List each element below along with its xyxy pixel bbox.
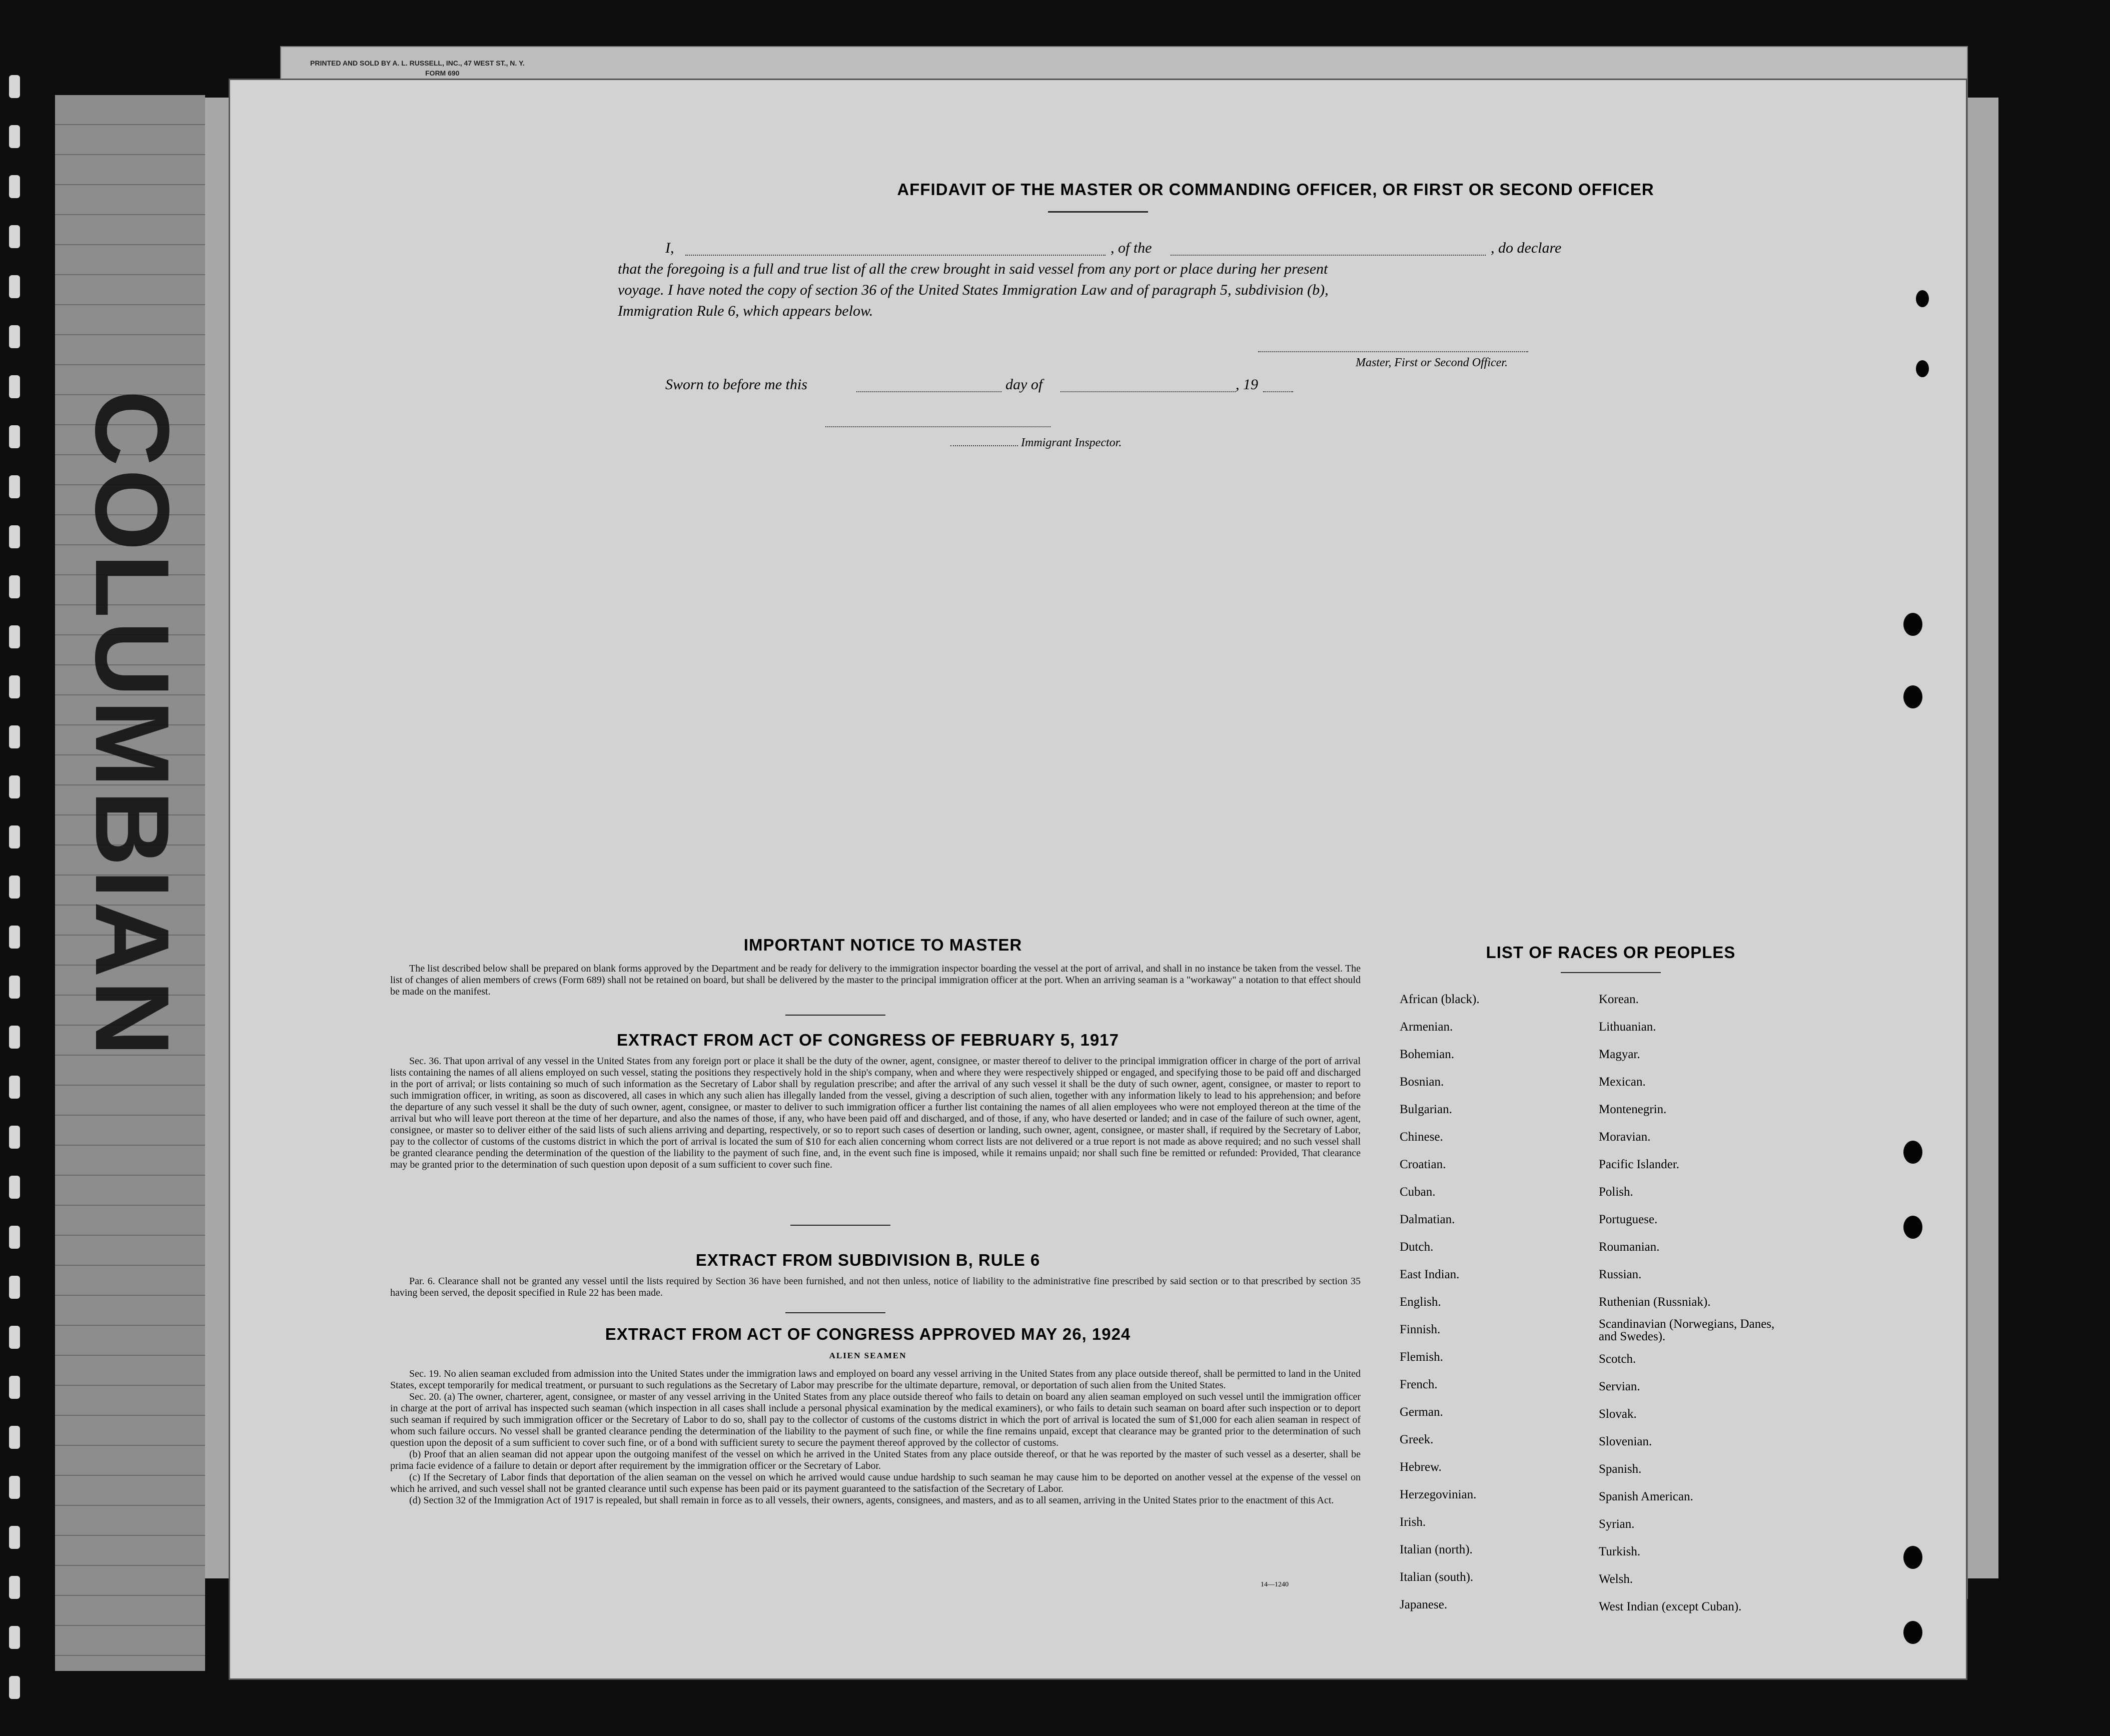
perforation-hole: [9, 525, 20, 548]
perforation-hole: [9, 475, 20, 498]
race-entry: Irish.: [1400, 1515, 1426, 1529]
race-entry: Ruthenian (Russniak).: [1599, 1295, 1711, 1309]
perforation-hole: [9, 1076, 20, 1099]
race-entry: East Indian.: [1400, 1268, 1460, 1281]
extract-1917-paragraph: Sec. 36. That upon arrival of any vessel in the United States from any foreign port or place it shall be the duty of the owner, agent, consignee, or master thereof to deliver to the principal immigration officer in charge of the port of arrival lists containing the names of all aliens employed on such vessel, stating the positions they respectively hold in the ship's company, when and where they were respectively shipped or engaged, and specifying those to be paid off and discharged in the port of arrival; or lists containing so much of such information as the Secretary of Labor shall by regulation prescribe; and after the arrival of any such vessel it shall be the duty of such owner, agent, consignee, or master to report to such immigration officer, in writing, as soon as discovered, all cases in which any such alien has illegally landed from the vessel, giving a description of such alien, together with any information likely to lead to his apprehension; and before the departure of any such vessel it shall be the duty of such owner, agent, consignee, or master to deliver to such immigration officer a further list containing the names of all alien employees who were not employed thereon at the time of the arrival but who will leave port thereon at the time of her departure, and also the names of those, if any, who have been paid off and discharged, and of those, if any, who have deserted or landed; and in case of the failure of such owner, agent, consignee, or master so to deliver either of the said lists of such aliens arriving and departing, respectively, or so to report such cases of desertion or landing, such owner, agent, consignee, or master shall, if required by the Secretary of Labor, pay to the collector of customs of the customs district in which the port of arrival is located the sum of $10 for each alien concerning whom correct lists are not delivered or a true report is not made as above required; and no such vessel shall be granted clearance pending the determination of the question of the liability to the payment of such fine, and, in the event such fine is imposed, while it remains unpaid; nor shall such fine be remitted or refunded: Provided, That clearance may be granted prior to the determination of such question upon deposit of a sum sufficient to cover such fine.: [390, 1056, 1361, 1170]
perforation-hole: [9, 75, 20, 98]
race-entry: Slovenian.: [1599, 1435, 1652, 1448]
perforation-hole: [9, 1376, 20, 1399]
inspector-signature-label: Immigrant Inspector.: [1021, 436, 1122, 449]
sec-20a-paragraph: Sec. 20. (a) The owner, charterer, agent, consignee, or master of any vessel arriving in the United States from any place outside thereof who fails to detain on board any alien seaman employed on such vessel until the immigration officer in charge at the port of arrival has inspected such seaman (which inspection in all cases shall include a personal physical examination by the medical examiners), or who fails to detain such seaman on board after such inspection or to deport such seaman if required by such immigration officer or the Secretary of Labor to do so, shall pay to the collector of customs of the customs district in which the port of arrival is located the sum of $1,000 for each alien seaman in respect of whom such failure occurs. No vessel shall be granted clearance pending the determination of the liability to the payment of such fine, or while the fine remains unpaid, except that clearance may be granted prior to the determination of such question upon the deposit of a sum sufficient to cover such fine, or of a bond with sufficient surety to secure the payment thereof approved by the collector of customs.: [390, 1391, 1361, 1448]
sworn-day-blank: [856, 374, 1001, 392]
sworn-year-blank: [1263, 374, 1293, 392]
race-entry: Chinese.: [1400, 1130, 1443, 1144]
extract-rule6-body: [390, 1276, 1361, 1299]
perforation-hole: [9, 1576, 20, 1599]
master-signature-line: [1258, 350, 1528, 352]
extract-1924-subtitle: ALIEN SEAMEN: [829, 1351, 907, 1360]
notice-title: IMPORTANT NOTICE TO MASTER: [743, 936, 1022, 954]
perforation-hole: [9, 175, 20, 198]
perforation-hole: [9, 675, 20, 698]
race-entry: Greek.: [1400, 1433, 1434, 1446]
notice-paragraph: The list described below shall be prepared on blank forms approved by the Department and be ready for delivery to the immigration inspector boarding the vessel at the port of arrival, and shall in no instance be taken from the vessel. The list of changes of alien members of crews (Form 689) shall not be retained on board, but shall be delivered by the master to the principal immigration officer at the port. When an arriving seaman is a "workaway" a notation to that effect should be made on the manifest.: [390, 963, 1361, 997]
race-entry: Montenegrin.: [1599, 1103, 1667, 1116]
perforation-hole: [9, 976, 20, 999]
perforation-hole: [9, 225, 20, 248]
affidavit-i: I,: [665, 240, 674, 256]
race-entry: Herzegovinian.: [1400, 1488, 1477, 1501]
race-entry: German.: [1400, 1405, 1443, 1419]
race-entry: Servian.: [1599, 1380, 1640, 1393]
affidavit-line3: voyage. I have noted the copy of section 36 of the United States Immigration Law and of paragraph 5, subdivision (b),: [618, 282, 1329, 298]
race-entry: English.: [1400, 1295, 1441, 1309]
binding-hole: [1916, 290, 1929, 307]
perforation-hole: [9, 575, 20, 598]
race-entry: African (black).: [1400, 993, 1480, 1006]
race-entry: Portuguese.: [1599, 1213, 1658, 1226]
perforation-hole: [9, 1226, 20, 1249]
race-entry: Japanese.: [1400, 1598, 1448, 1611]
left-edge-stamp: COLUMBIAN: [74, 390, 191, 1060]
race-entry: Korean.: [1599, 993, 1639, 1006]
race-entry: Roumanian.: [1599, 1240, 1660, 1254]
race-entry: Scandinavian (Norwegians, Danes, and Swedes).: [1599, 1317, 1775, 1343]
sworn-year: , 19: [1236, 376, 1258, 393]
form-code: 14—1240: [1261, 1581, 1289, 1588]
extract-1924-title: EXTRACT FROM ACT OF CONGRESS APPROVED MAY 26, 1924: [605, 1325, 1131, 1343]
races-rule: [1561, 972, 1661, 973]
perforation-hole: [9, 1276, 20, 1299]
race-entry: Dutch.: [1400, 1240, 1434, 1254]
races-column-2: [1599, 986, 1779, 1620]
sec-19-paragraph: Sec. 19. No alien seaman excluded from admission into the United States under the immigration laws and employed on board any vessel arriving in the United States from any place outside thereof, shall be permitted to land in the United States, except temporarily for medical treatment, or pursuant to such regulations as the Secretary of Labor may prescribe for the ultimate departure, removal, or deportation of such alien from the United States.: [390, 1368, 1361, 1391]
race-entry: Finnish.: [1400, 1323, 1441, 1336]
race-entry: Scotch.: [1599, 1352, 1636, 1366]
binding-hole: [1903, 1621, 1922, 1644]
race-entry: Russian.: [1599, 1268, 1642, 1281]
perforation-hole: [9, 825, 20, 848]
sworn-day-of: day of: [1005, 376, 1043, 393]
binding-hole: [1903, 1546, 1922, 1569]
affidavit-of-the: , of the: [1111, 240, 1152, 256]
perforation-hole: [9, 125, 20, 148]
race-entry: Italian (south).: [1400, 1570, 1474, 1584]
perforation-hole: [9, 775, 20, 798]
perforation-hole: [9, 1126, 20, 1149]
affidavit-line2: that the foregoing is a full and true list of all the crew brought in said vessel from any port or place during her present: [618, 261, 1328, 277]
race-entry: Polish.: [1599, 1185, 1633, 1199]
extract-1917-title: EXTRACT FROM ACT OF CONGRESS OF FEBRUARY 5, 1917: [617, 1031, 1119, 1049]
perforation-hole: [9, 1526, 20, 1549]
perforation-hole: [9, 725, 20, 748]
sec-20d-paragraph: (d) Section 32 of the Immigration Act of 1917 is repealed, but shall remain in force as to all vessels, their owners, agents, consignees, and masters, and as to all seamen, arriving in the United States prior to the enactment of this Act.: [409, 1495, 1334, 1506]
race-entry: Bulgarian.: [1400, 1103, 1452, 1116]
perforation-hole: [9, 275, 20, 298]
binding-hole: [1903, 613, 1922, 636]
race-entry: Bosnian.: [1400, 1075, 1444, 1089]
perforation-hole: [9, 425, 20, 448]
race-entry: Turkish.: [1599, 1545, 1641, 1558]
extract-1917-rule: [790, 1225, 890, 1226]
race-entry: Bohemian.: [1400, 1048, 1455, 1061]
race-entry: Spanish.: [1599, 1462, 1642, 1476]
race-entry: Croatian.: [1400, 1158, 1446, 1171]
perforation-hole: [9, 1426, 20, 1449]
document-sheet: [230, 80, 1966, 1678]
race-entry: Italian (north).: [1400, 1543, 1473, 1556]
race-entry: Spanish American.: [1599, 1490, 1693, 1503]
extract-1917-body: [390, 1056, 1361, 1171]
perforation-hole: [9, 375, 20, 398]
perforation-hole: [9, 625, 20, 648]
affidavit-title: AFFIDAVIT OF THE MASTER OR COMMANDING OFFICER, OR FIRST OR SECOND OFFICER: [897, 180, 1654, 199]
notice-body: [390, 963, 1361, 998]
races-title: LIST OF RACES OR PEOPLES: [1486, 943, 1736, 962]
perforation-hole: [9, 325, 20, 348]
form-line: FORM 690: [425, 69, 460, 77]
sec-20c-paragraph: (c) If the Secretary of Labor finds that deportation of the alien seaman on the vessel on which he arrived would cause undue hardship to such seaman he may cause him to be deported on another vessel at the expense of the vessel on which he arrived, and such vessel shall not be granted clearance until such expense has been paid or its payment guaranteed to the satisfaction of the Secretary of Labor.: [390, 1472, 1361, 1494]
inspector-signature-row: [950, 436, 1122, 450]
binding-hole: [1916, 360, 1929, 377]
inspector-signature-line: [825, 425, 1050, 427]
perforation-hole: [9, 1476, 20, 1499]
inspector-blank: [950, 436, 1018, 446]
extract-1924-body: [390, 1368, 1361, 1506]
sworn-prefix: Sworn to before me this: [665, 376, 807, 393]
printer-line: PRINTED AND SOLD BY A. L. RUSSELL, INC., 47 WEST ST., N. Y.: [310, 59, 525, 67]
vessel-blank: [1171, 238, 1486, 256]
race-entry: Armenian.: [1400, 1020, 1453, 1034]
binding-hole: [1903, 1216, 1922, 1239]
name-blank: [685, 238, 1106, 256]
extract-rule6-title: EXTRACT FROM SUBDIVISION B, RULE 6: [695, 1251, 1040, 1269]
race-entry: Mexican.: [1599, 1075, 1646, 1089]
perforation-hole: [9, 1676, 20, 1699]
binding-hole: [1903, 1141, 1922, 1164]
race-entry: Magyar.: [1599, 1048, 1640, 1061]
race-entry: Flemish.: [1400, 1350, 1443, 1364]
title-rule: [1048, 211, 1148, 213]
sworn-month-blank: [1061, 374, 1236, 392]
race-entry: Lithuanian.: [1599, 1020, 1656, 1034]
perforation-hole: [9, 1026, 20, 1049]
affidavit-declare: , do declare: [1491, 240, 1562, 256]
perforation-hole: [9, 1176, 20, 1199]
race-entry: Slovak.: [1599, 1407, 1637, 1421]
master-signature-label: Master, First or Second Officer.: [1356, 356, 1508, 369]
affidavit-line4: Immigration Rule 6, which appears below.: [618, 303, 873, 319]
race-entry: French.: [1400, 1378, 1438, 1391]
race-entry: Welsh.: [1599, 1572, 1633, 1586]
race-entry: Hebrew.: [1400, 1460, 1442, 1474]
perforation-hole: [9, 1326, 20, 1349]
perforation-hole: [9, 876, 20, 899]
race-entry: Moravian.: [1599, 1130, 1651, 1144]
notice-rule: [785, 1015, 885, 1016]
extract-rule6-rule: [785, 1312, 885, 1313]
sec-20b-paragraph: (b) Proof that an alien seaman did not appear upon the outgoing manifest of the vessel on which he arrived in the United States from any place outside thereof, or that he was reported by the master of such vessel as a deserter, shall be prima facie evidence of a failure to detain or deport after requirement by the immigration officer or the Secretary of Labor.: [390, 1449, 1361, 1471]
perforation-hole: [9, 1626, 20, 1649]
races-column-1: [1400, 986, 1480, 1618]
perforation-hole: [9, 926, 20, 949]
race-entry: Syrian.: [1599, 1517, 1635, 1531]
race-entry: Cuban.: [1400, 1185, 1436, 1199]
race-entry: West Indian (except Cuban).: [1599, 1600, 1742, 1613]
race-entry: Dalmatian.: [1400, 1213, 1455, 1226]
race-entry: Pacific Islander.: [1599, 1158, 1680, 1171]
binding-hole: [1903, 685, 1922, 708]
extract-rule6-paragraph: Par. 6. Clearance shall not be granted any vessel until the lists required by Section 36 have been furnished, and not then unless, notice of liability to the administrative fine prescribed by said section or to that prescribed by section 35 having been served, the deposit specified in Rule 22 has been made.: [390, 1276, 1361, 1298]
